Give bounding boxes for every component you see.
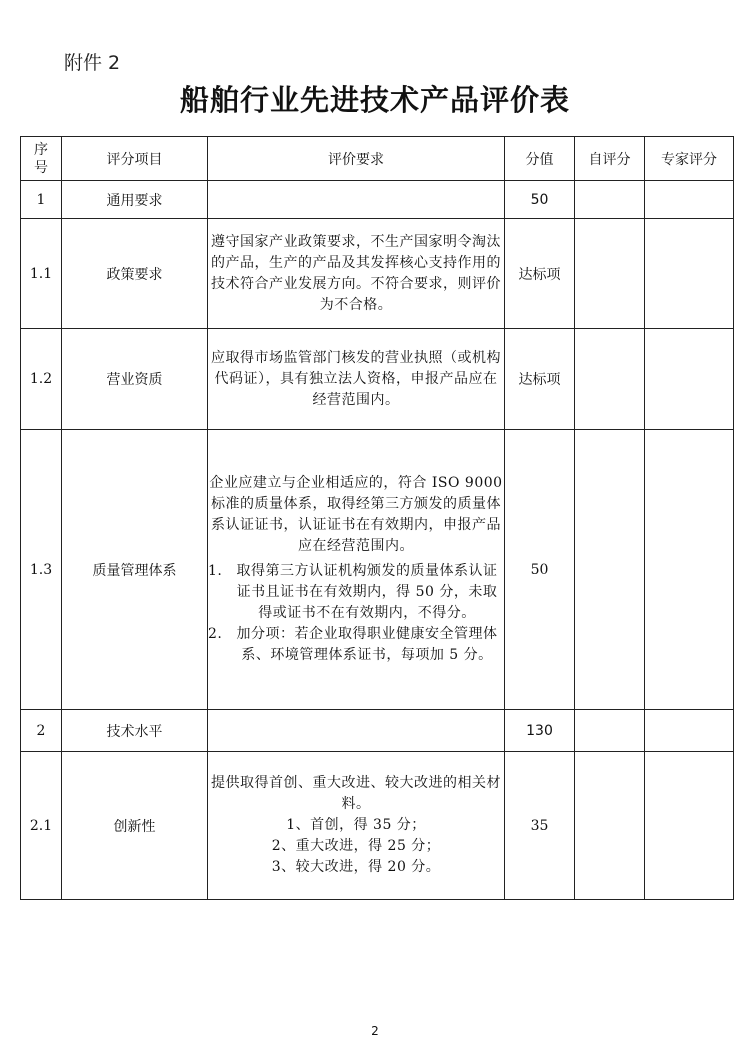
header-score: 分值 bbox=[505, 137, 575, 181]
requirement-line: 提供取得首创、重大改进、较大改进的相关材料。 bbox=[211, 775, 501, 812]
requirement-list bbox=[208, 561, 504, 666]
table-row bbox=[21, 219, 734, 329]
row-requirement bbox=[208, 710, 505, 752]
row-item: 质量管理体系 bbox=[62, 430, 208, 710]
row-score: 130 bbox=[505, 710, 575, 752]
header-expert-score: 专家评分 bbox=[645, 137, 734, 181]
table-row bbox=[21, 181, 734, 219]
row-seq: 1 bbox=[21, 181, 62, 219]
requirement-line: 2、重大改进，得 25 分； bbox=[271, 838, 441, 854]
header-requirement: 评价要求 bbox=[208, 137, 505, 181]
row-expert-score-cell[interactable] bbox=[645, 181, 734, 219]
row-self-score-cell[interactable] bbox=[575, 752, 645, 900]
row-self-score-cell[interactable] bbox=[575, 430, 645, 710]
list-item bbox=[208, 561, 504, 624]
requirement-line: 1、首创，得 35 分； bbox=[286, 817, 426, 833]
list-item-number: 2. bbox=[208, 626, 223, 642]
header-row bbox=[21, 137, 734, 181]
row-seq: 1.3 bbox=[21, 430, 62, 710]
attachment-label: 附件 2 bbox=[64, 52, 121, 74]
row-seq: 2 bbox=[21, 710, 62, 752]
list-item-text: 加分项：若企业取得职业健康安全管理体系、环境管理体系证书，每项加 5 分。 bbox=[236, 626, 498, 663]
list-item bbox=[208, 624, 504, 666]
row-expert-score-cell[interactable] bbox=[645, 329, 734, 430]
row-score: 达标项 bbox=[505, 329, 575, 430]
row-seq: 2.1 bbox=[21, 752, 62, 900]
header-self-score: 自评分 bbox=[575, 137, 645, 181]
row-score: 35 bbox=[505, 752, 575, 900]
row-self-score-cell[interactable] bbox=[575, 181, 645, 219]
list-item-number: 1. bbox=[208, 563, 223, 579]
row-score: 达标项 bbox=[505, 219, 575, 329]
row-self-score-cell[interactable] bbox=[575, 329, 645, 430]
header-item: 评分项目 bbox=[62, 137, 208, 181]
table-row bbox=[21, 430, 734, 710]
row-item: 技术水平 bbox=[62, 710, 208, 752]
row-expert-score-cell[interactable] bbox=[645, 430, 734, 710]
row-self-score-cell[interactable] bbox=[575, 219, 645, 329]
row-seq: 1.2 bbox=[21, 329, 62, 430]
row-item: 创新性 bbox=[62, 752, 208, 900]
row-requirement: 应取得市场监管部门核发的营业执照（或机构代码证），具有独立法人资格，申报产品应在经营范围内。 bbox=[208, 329, 505, 430]
row-seq: 1.1 bbox=[21, 219, 62, 329]
page-number: 2 bbox=[371, 1024, 379, 1038]
table-row bbox=[21, 752, 734, 900]
row-requirement bbox=[208, 430, 505, 710]
row-requirement bbox=[208, 181, 505, 219]
row-score: 50 bbox=[505, 430, 575, 710]
header-seq: 序号 bbox=[21, 137, 62, 181]
row-self-score-cell[interactable] bbox=[575, 710, 645, 752]
row-requirement bbox=[208, 752, 505, 900]
table-row bbox=[21, 710, 734, 752]
table-row bbox=[21, 329, 734, 430]
row-expert-score-cell[interactable] bbox=[645, 752, 734, 900]
row-item: 政策要求 bbox=[62, 219, 208, 329]
list-item-text: 取得第三方认证机构颁发的质量体系认证证书且证书在有效期内，得 50 分，未取得或证书不在有效期内，不得分。 bbox=[236, 563, 498, 621]
row-item: 营业资质 bbox=[62, 329, 208, 430]
document-title: 船舶行业先进技术产品评价表 bbox=[179, 83, 570, 117]
row-expert-score-cell[interactable] bbox=[645, 219, 734, 329]
requirement-intro: 企业应建立与企业相适应的，符合 ISO 9000 标准的质量体系，取得经第三方颁发的质量体系认证证书，认证证书在有效期内，申报产品应在经营范围内。 bbox=[209, 475, 503, 554]
row-item: 通用要求 bbox=[62, 181, 208, 219]
row-expert-score-cell[interactable] bbox=[645, 710, 734, 752]
row-requirement: 遵守国家产业政策要求，不生产国家明令淘汰的产品，生产的产品及其发挥核心支持作用的技术符合产业发展方向。不符合要求，则评价为不合格。 bbox=[208, 219, 505, 329]
requirement-line: 3、较大改进，得 20 分。 bbox=[271, 859, 441, 875]
evaluation-table bbox=[20, 136, 734, 900]
row-score: 50 bbox=[505, 181, 575, 219]
